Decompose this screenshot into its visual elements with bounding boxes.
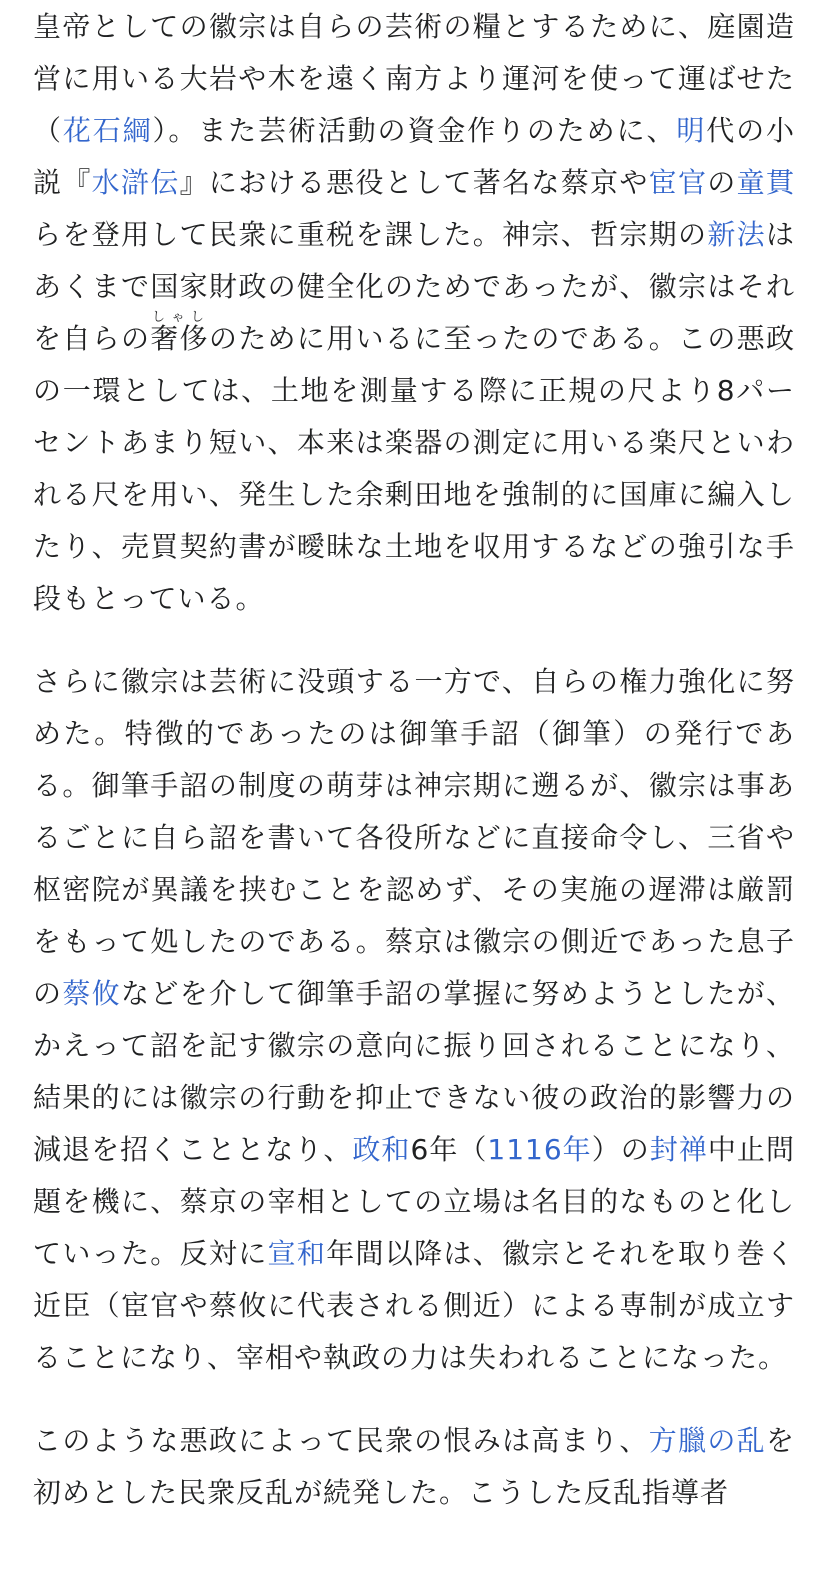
wiki-link[interactable]: 方臘の乱: [648, 1424, 766, 1457]
paragraph-3: [33, 1415, 795, 1519]
wiki-link[interactable]: 1116年: [487, 1133, 592, 1166]
text-run: さらに徽宗は芸術に没頭する一方で、自らの権力強化に努めた。特徴的であったのは御筆手詔（御筆）の発行である。御筆手詔の制度の萌芽は神宗期に遡るが、徽宗は事あるごとに自ら詔を書いて各役所などに直接命令し、三省や枢密院が異議を挟むことを認めず、その実施の遅滞は厳罰をもって処したのである。蔡京は徽宗の側近であった息子の: [33, 665, 795, 1010]
text-run: 皇帝としての徽宗は自らの芸術の糧とするために、庭園造営に用いる大岩や木を遠く南方より運河を使って運ばせた（: [33, 10, 795, 147]
text-run: 』における悪役として著名な蔡京や: [179, 166, 649, 199]
wiki-link[interactable]: 童貫: [736, 166, 795, 199]
text-run: ）。また芸術活動の資金作りのために、: [152, 114, 677, 147]
wiki-link[interactable]: 水滸伝: [91, 166, 180, 199]
wiki-link[interactable]: 明: [676, 114, 707, 147]
wiki-link[interactable]: 花石綱: [62, 114, 153, 147]
text-run: などを介して御筆手詔の掌握に努めようとしたが、かえって詔を記す徽宗の意向に振り回されることになり、結果的には徽宗の行動を抑止できない彼の政治的影響力の減退を招くこととなり、: [33, 977, 795, 1166]
text-run: 中止問題を機に、蔡京の宰相としての立場は名目的なものと化していった。反対に: [33, 1133, 795, 1270]
text-run: の: [707, 166, 737, 199]
text-run: らを登用して民衆に重税を課した。神宗、哲宗期の: [33, 218, 708, 251]
paragraph-2: [33, 656, 795, 1384]
wiki-link[interactable]: 宦官: [648, 166, 708, 199]
wiki-link[interactable]: 封禅: [649, 1133, 708, 1166]
paragraph-1: [33, 0, 795, 625]
text-run: はあくまで国家財政の健全化のためであったが、徽宗はそれを自らの: [33, 218, 795, 355]
ruby-annotation: [150, 310, 209, 355]
text-run: のために用いるに至ったのである。この悪政の一環としては、土地を測量する際に正規の尺より8パーセントあまり短い、本来は楽器の測定に用いる楽尺といわれる尺を用い、発生した余剰田地を強制的に国庫に編入したり、売買契約書が曖昧な土地を収用するなどの強引な手段もとっている。: [33, 322, 795, 615]
wiki-link[interactable]: 新法: [707, 218, 766, 251]
text-run: 6年（: [410, 1133, 488, 1166]
text-run: このような悪政によって民衆の恨みは高まり、: [33, 1424, 649, 1457]
wiki-link[interactable]: 蔡攸: [62, 977, 121, 1010]
text-run: 代の小説『: [33, 114, 795, 199]
text-run: 年間以降は、徽宗とそれを取り巻く近臣（宦官や蔡攸に代表される側近）による専制が成立することになり、宰相や執政の力は失われることになった。: [33, 1237, 795, 1374]
text-run: ）の: [591, 1133, 650, 1166]
ruby-base: 奢侈: [150, 322, 209, 355]
wiki-link[interactable]: 政和: [352, 1133, 411, 1166]
ruby-reading: しゃし: [150, 310, 209, 325]
wiki-link[interactable]: 宣和: [267, 1237, 327, 1270]
text-run: を初めとした民衆反乱が続発した。こうした反乱指導者: [33, 1424, 795, 1509]
